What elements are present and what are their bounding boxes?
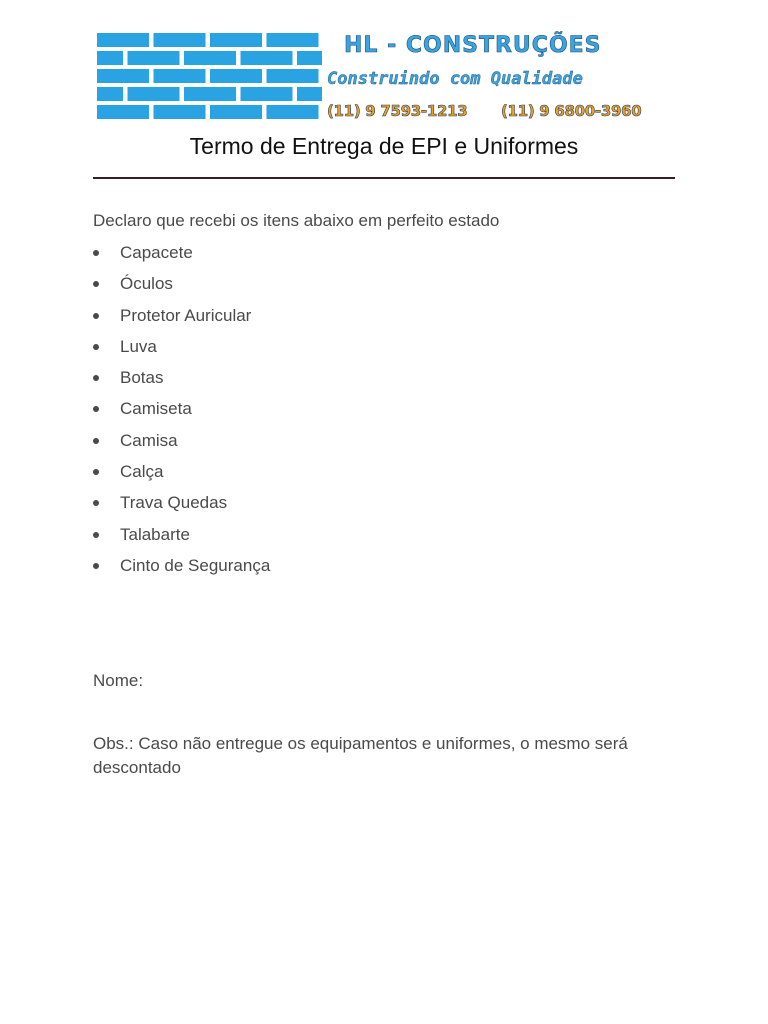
list-item (93, 272, 270, 303)
company-slogan: Construindo com Qualidade (327, 69, 583, 89)
bullet-icon (93, 500, 99, 506)
list-item (93, 491, 270, 522)
phone-number-2: (11) 9 6800-3960 (501, 102, 642, 120)
items-list (93, 241, 270, 585)
list-item (93, 335, 270, 366)
item-label: Cinto de Segurança (120, 555, 271, 575)
bullet-icon (93, 375, 99, 381)
item-label: Calça (120, 462, 164, 482)
list-item (93, 523, 270, 554)
name-label: Nome: (93, 671, 144, 690)
company-logo (97, 33, 663, 125)
observation-note: Obs.: Caso não entregue os equipamentos e uniformes, o mesmo será descontado (93, 734, 628, 777)
document-title: Termo de Entrega de EPI e Uniformes (189, 133, 579, 159)
item-label: Talabarte (120, 524, 190, 544)
bullet-icon (93, 563, 99, 569)
bullet-icon (93, 313, 99, 319)
bullet-icon (93, 250, 99, 256)
intro-text: Declaro que recebi os itens abaixo em perfeito estado (93, 211, 500, 230)
list-item (93, 241, 270, 272)
bullet-icon (93, 281, 99, 287)
item-label: Botas (120, 368, 164, 388)
list-item (93, 554, 270, 585)
list-item (93, 397, 270, 428)
title-divider (93, 177, 675, 179)
list-item (93, 460, 270, 491)
item-label: Óculos (120, 274, 173, 294)
item-label: Trava Quedas (120, 493, 228, 513)
bullet-icon (93, 469, 99, 475)
bullet-icon (93, 406, 99, 412)
item-label: Luva (120, 336, 157, 356)
list-item (93, 366, 270, 397)
item-label: Capacete (120, 243, 193, 262)
bullet-icon (93, 438, 99, 444)
phone-number-1: (11) 9 7593-1213 (327, 102, 468, 120)
list-item (93, 304, 270, 335)
bullet-icon (93, 532, 99, 538)
list-item (93, 429, 270, 460)
item-label: Camisa (120, 430, 178, 450)
item-label: Camiseta (120, 399, 192, 419)
item-label: Protetor Auricular (120, 305, 252, 325)
company-name: HL - CONSTRUÇÕES (344, 33, 602, 58)
bullet-icon (93, 344, 99, 350)
brick-wall-logo-icon (97, 33, 322, 125)
